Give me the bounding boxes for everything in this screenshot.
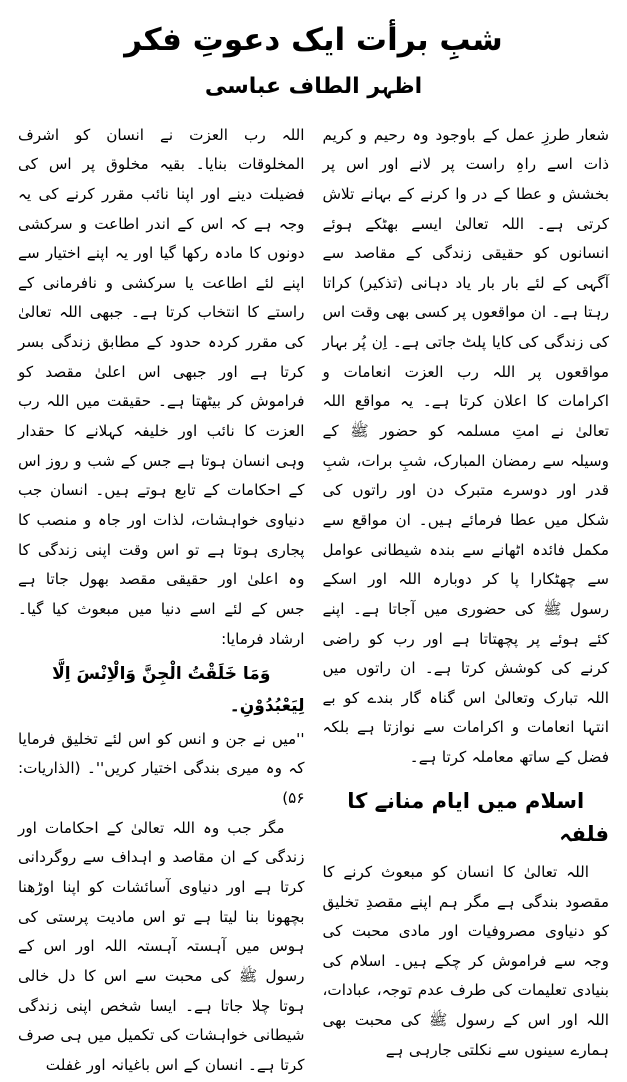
quote-translation: ''میں نے جن و انس کو اس لئے تخلیق فرمایا کہ وہ میری بندگی اختیار کریں''۔ (الذاریات: ۵۶) [18,729,305,808]
author-name: اظہر الطاف عباسی [204,73,423,99]
paragraph: شعار طرزِ عمل کے باوجود وہ رحیم و کریم ذات اسے راہِ راست پر لانے اور اس پر بخشش و عطا کے در وا کرنے کے بہانے تلاش کرتی ہے۔ اللہ تعالیٰ ایسے بھٹکے ہوئے انسانوں کو حقیقی زندگی کے مقاصد سے آگہی کے لئے بار بار یاد دہانی (تذکیر) کراتا رہتا ہے۔ ان مواقعوں پر کسی بھی وقت اس کی زندگی کی کایا پلٹ جاتی ہے۔ اِن پُر بہار مواقعوں پر اللہ رب العزت انعامات و اکرامات کا اعلان کرتا ہے۔ یہ مواقع اللہ تعالیٰ نے امتِ مسلمہ کو حضور ﷺ کے وسیلہ سے رمضان المبارک، شبِ برات، شبِ قدر اور دوسرے متبرک دن اور راتوں کی شکل میں عطا فرمائے ہیں۔ ان مواقع سے مکمل فائدہ اٹھانے سے بندہ شیطانی عوامل سے چھٹکارا پا کر دوبارہ اللہ اور اسکے رسول ﷺ کی حضوری میں آجاتا ہے۔ اپنے کئے ہوئے پر پچھتاتا ہے اور رب کو راضی کرنے کی کوشش کرتا ہے۔ ان راتوں میں اللہ تبارک وتعالیٰ اس گناہ گار بندے کو بے انتہا انعامات و اکرامات سے نوازتا ہے بلکہ فضل کے ساتھ معاملہ کرتا ہے۔ [322,125,609,767]
page-title: شبِ برأت ایک دعوتِ فکر [124,22,503,58]
arabic-quote: وَمَا خَلَقْتُ الْجِنَّ وَالْاِنْسَ اِلَّا لِیَعْبُدُوْنِ۔ [52,664,305,717]
left-column [18,121,305,1082]
paragraph: اللہ رب العزت نے انسان کو اشرف المخلوقات بنایا۔ بقیہ مخلوق پر اس کی فضیلت دینے اور اپنا نائب مقرر کرنے کی یہ وجہ ہے کہ اس کے اندر اطاعت و سرکشی دونوں کا مادہ رکھا گیا اور یہ اپنے اختیار سے اپنے لئے اطاعت یا سرکشی و نافرمانی کے راستے کا انتخاب کرتا ہے۔ جبھی اللہ تعالیٰ کی مقرر کردہ حدود کے مطابق زندگی بسر کرتا ہے اور جبھی اس اعلیٰ مقصد کو فراموش کر بیٹھتا ہے۔ حقیقت میں اللہ رب العزت کا نائب اور خلیفہ کہلانے کا حقدار وہی انسان ہوتا ہے جس کے شب و روز اس کے احکامات کے تابع ہوتے ہیں۔ انسان جب دنیاوی خواہشات، لذات اور جاہ و منصب کا پجاری ہوتا ہے تو اس وقت اپنی زندگی کا وہ اعلیٰ اور حقیقی مقصد بھول جاتا ہے جس کے لئے اسے دنیا میں مبعوث کیا گیا۔ ارشاد فرمایا: [18,125,305,648]
paragraph: اللہ تعالیٰ کا انسان کو مبعوث کرنے کا مقصود بندگی ہے مگر ہم اپنے مقصدِ تخلیق کو دنیاوی مصروفیات اور مادی محبت کی وجہ سے فراموش کر چکے ہیں۔ اسلام کی بنیادی تعلیمات کی طرف عدم توجہ، عبادات، اللہ اور اس کے رسول ﷺ کی محبت بھی ہمارے سینوں سے نکلتی جارہی ہے [322,862,609,1059]
right-column [323,121,610,1068]
two-column-body [18,121,609,1082]
section-heading: اسلام میں ایام منانے کا فلفہ [347,788,609,847]
paragraph: مگر جب وہ اللہ تعالیٰ کے احکامات اور زندگی کے ان مقاصد و اہداف سے روگردانی کرتا ہے اور دنیاوی آسائشات کو اپنا اوڑھنا بچھونا بنا لیتا ہے تو اس مادیت پرستی کی ہوس میں آہستہ آہستہ اللہ اور اس کے رسول ﷺ کی محبت سے اس کا دل خالی ہوتا چلا جاتا ہے۔ ایسا شخص اپنی زندگی شیطانی خواہشات کی تکمیل میں ہی صرف کرتا ہے۔ انسان کے اس باغیانہ اور غفلت [18,818,305,1074]
